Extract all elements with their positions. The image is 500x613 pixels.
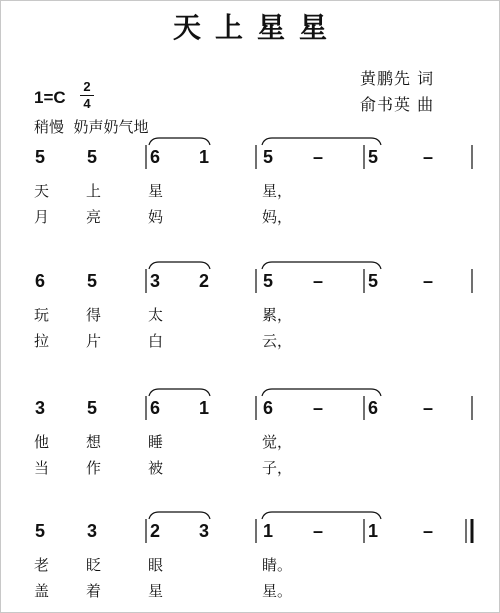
lyric-syllable: 亮 <box>86 208 102 226</box>
lyric-syllable: 子， <box>262 459 293 477</box>
tie <box>262 138 381 145</box>
lyric-syllable: 天 <box>34 182 50 200</box>
lyric-syllable: 觉， <box>262 433 293 451</box>
lyric-syllable: 白 <box>148 332 164 350</box>
slur <box>149 262 210 269</box>
sustain-dash: – <box>422 271 433 291</box>
key-signature: 1=C <box>34 88 66 107</box>
lyric-syllable: 得 <box>86 306 102 324</box>
lyric-syllable: 想 <box>86 433 102 451</box>
sustain-dash: – <box>312 398 323 418</box>
lyric-syllable: 太 <box>148 306 164 324</box>
lyric-syllable: 片 <box>86 332 102 350</box>
note: 1 <box>262 521 273 541</box>
note: 3 <box>149 271 160 291</box>
tie <box>262 389 381 396</box>
sustain-dash: – <box>312 147 323 167</box>
slur <box>149 389 210 396</box>
slur <box>149 138 210 145</box>
lyric-syllable: 月 <box>34 208 50 226</box>
note: 2 <box>149 521 160 541</box>
sustain-dash: – <box>422 398 433 418</box>
lyric-syllable: 云， <box>262 332 293 350</box>
lyric-syllable: 星 <box>148 582 164 600</box>
lyric-syllable: 星。 <box>262 582 293 600</box>
lyric-syllable: 盖 <box>34 582 50 600</box>
note: 2 <box>198 271 209 291</box>
lyric-syllable: 妈 <box>148 208 164 226</box>
lyric-syllable: 他 <box>34 433 50 451</box>
lyric-syllable: 着 <box>86 582 102 600</box>
note: 1 <box>367 521 378 541</box>
lyric-syllable: 上 <box>86 182 102 200</box>
tie <box>262 512 381 519</box>
note: 5 <box>86 147 97 167</box>
time-signature-bottom: 4 <box>83 96 91 111</box>
lyric-syllable: 眨 <box>86 556 102 574</box>
lyric-syllable: 玩 <box>34 306 50 324</box>
slur <box>149 512 210 519</box>
lyric-syllable: 作 <box>86 459 102 477</box>
song-title: 天上星星 <box>172 11 341 44</box>
lyric-syllable: 眼 <box>148 556 164 574</box>
lyric-syllable: 睛。 <box>262 556 293 574</box>
lyric-syllable: 星 <box>148 182 164 200</box>
lyric-syllable: 妈， <box>262 208 293 226</box>
note: 5 <box>367 147 378 167</box>
note: 1 <box>198 398 209 418</box>
sustain-dash: – <box>312 271 323 291</box>
note: 5 <box>34 147 45 167</box>
note: 6 <box>367 398 378 418</box>
note: 5 <box>86 398 97 418</box>
note: 6 <box>34 271 45 291</box>
lyric-syllable: 累， <box>262 306 293 324</box>
tempo-marking: 稍慢 奶声奶气地 <box>34 118 149 136</box>
note: 5 <box>34 521 45 541</box>
note: 5 <box>86 271 97 291</box>
note: 6 <box>149 147 160 167</box>
sustain-dash: – <box>422 147 433 167</box>
tie <box>262 262 381 269</box>
note: 5 <box>262 271 273 291</box>
lyric-syllable: 拉 <box>34 332 50 350</box>
lyric-syllable: 被 <box>148 459 164 477</box>
lyric-syllable: 睡 <box>148 433 164 451</box>
note: 1 <box>198 147 209 167</box>
note: 5 <box>262 147 273 167</box>
lyric-syllable: 当 <box>34 459 50 477</box>
note: 3 <box>86 521 97 541</box>
lyric-syllable: 老 <box>34 556 50 574</box>
lyricist-credit: 黄鹏先 词 <box>360 69 435 88</box>
note: 6 <box>149 398 160 418</box>
note: 3 <box>34 398 45 418</box>
note: 3 <box>198 521 209 541</box>
lyric-syllable: 星， <box>262 182 293 200</box>
note: 5 <box>367 271 378 291</box>
sustain-dash: – <box>312 521 323 541</box>
note: 6 <box>262 398 273 418</box>
sustain-dash: – <box>422 521 433 541</box>
composer-credit: 俞书英 曲 <box>360 95 435 114</box>
time-signature-top: 2 <box>83 79 91 94</box>
